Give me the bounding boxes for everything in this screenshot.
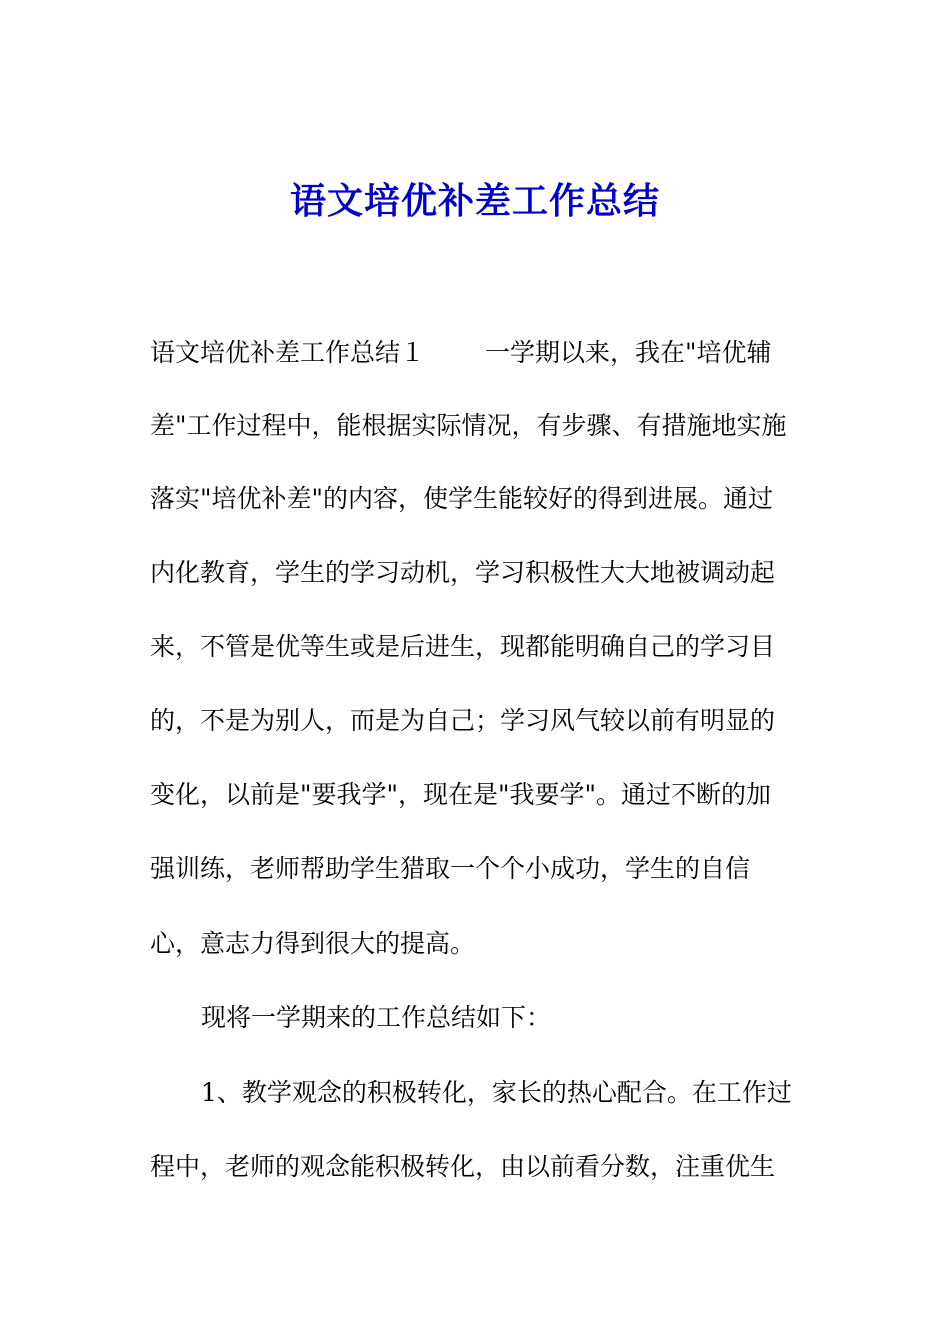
list-item-1-line-1: 1、教学观念的积极转化，家长的热心配合。在工作过	[201, 1078, 792, 1107]
text-line-5: 来，不管是优等生或是后进生，现都能明确自己的学习目	[150, 632, 776, 661]
text-line-4: 内化教育，学生的学习动机，学习积极性大大地被调动起	[150, 558, 776, 587]
text-line-7: 变化，以前是"要我学"，现在是"我要学"。通过不断的加	[150, 780, 771, 809]
document-title: 语文培优补差工作总结	[289, 180, 660, 222]
text-line-1	[150, 336, 772, 370]
section-heading: 语文培优补差工作总结１	[150, 338, 426, 367]
paragraph-text: 一学期以来，我在"培优辅	[485, 338, 772, 367]
text-line-6: 的，不是为别人，而是为自己；学习风气较以前有明显的	[150, 706, 776, 735]
text-line-8: 强训练，老师帮助学生猎取一个个小成功，学生的自信	[150, 854, 751, 883]
text-line-2: 差"工作过程中，能根据实际情况，有步骤、有措施地实施	[150, 411, 787, 440]
list-item-1-line-2: 程中，老师的观念能积极转化，由以前看分数，注重优生	[150, 1152, 776, 1181]
text-line-9: 心，意志力得到很大的提高。	[150, 929, 476, 958]
text-line-3: 落实"培优补差"的内容，使学生能较好的得到进展。通过	[150, 484, 774, 513]
paragraph-intro-line: 现将一学期来的工作总结如下：	[201, 1003, 552, 1032]
